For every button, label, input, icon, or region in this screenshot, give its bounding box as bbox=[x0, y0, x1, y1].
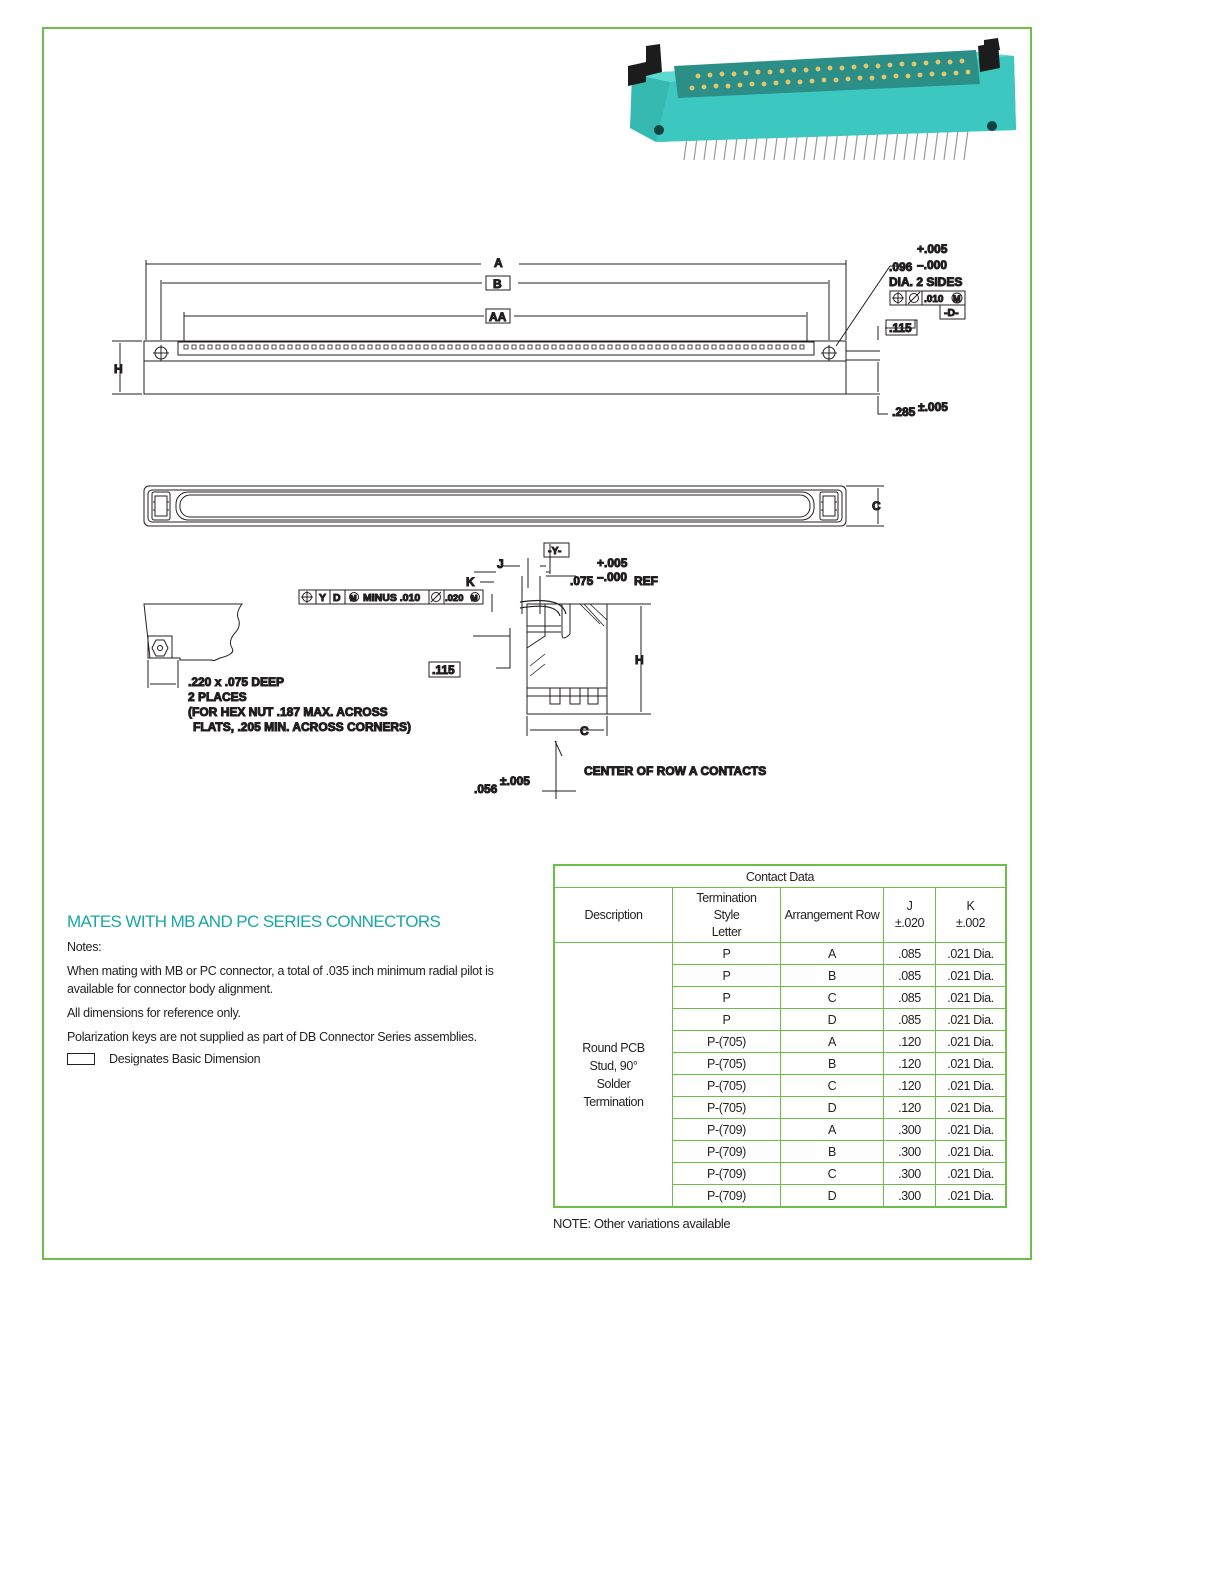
datum-d-label: -D- bbox=[944, 307, 959, 319]
dim-b-label: B bbox=[493, 277, 502, 291]
description-cell bbox=[554, 943, 673, 1208]
description-line-4: Termination bbox=[583, 1094, 644, 1109]
j-cell: .120 bbox=[884, 1053, 936, 1075]
dim-a-label: A bbox=[494, 256, 503, 270]
row-cell: D bbox=[781, 1097, 884, 1119]
table-row bbox=[554, 943, 1006, 965]
table-note: NOTE: Other variations available bbox=[553, 1216, 731, 1231]
k-cell: .021 Dia. bbox=[936, 1119, 1007, 1141]
j-cell: .085 bbox=[884, 1009, 936, 1031]
k-cell: .021 Dia. bbox=[936, 1053, 1007, 1075]
dim-c-top: C bbox=[872, 499, 881, 513]
dim-j-label: J bbox=[497, 557, 504, 571]
basic-dimension-legend bbox=[67, 1052, 537, 1066]
header-j-2: ±.020 bbox=[894, 916, 925, 930]
tol-frame-value: .010 bbox=[924, 294, 944, 305]
style-cell: P-(709) bbox=[673, 1163, 781, 1185]
style-cell: P-(709) bbox=[673, 1119, 781, 1141]
note-line-1: When mating with MB or PC connector, a total of .035 inch minimum radial pilot is available for connector body alignment. bbox=[67, 964, 494, 996]
j-cell: .085 bbox=[884, 943, 936, 965]
k-cell: .021 Dia. bbox=[936, 1185, 1007, 1208]
pos-frame-m1: M bbox=[350, 594, 357, 603]
connector-photo bbox=[626, 38, 1018, 164]
hex-note-3: (FOR HEX NUT .187 MAX. ACROSS bbox=[188, 705, 388, 719]
header-j bbox=[884, 888, 936, 943]
k-cell: .021 Dia. bbox=[936, 1163, 1007, 1185]
tol-frame-m: M bbox=[953, 294, 961, 304]
dim-115-top: .115 bbox=[889, 321, 912, 335]
table-title: Contact Data bbox=[554, 865, 1006, 888]
hex-note-4: FLATS, .205 MIN. ACROSS CORNERS) bbox=[193, 720, 412, 734]
k-cell: .021 Dia. bbox=[936, 1009, 1007, 1031]
top-view-drawing bbox=[112, 260, 915, 414]
style-cell: P-(705) bbox=[673, 1053, 781, 1075]
row-cell: A bbox=[781, 943, 884, 965]
datum-y-label: -Y- bbox=[548, 545, 562, 557]
k-cell: .021 Dia. bbox=[936, 1141, 1007, 1163]
basic-dimension-box-icon bbox=[67, 1053, 95, 1065]
notes-label: Notes: bbox=[67, 940, 102, 954]
j-cell: .300 bbox=[884, 1163, 936, 1185]
row-cell: B bbox=[781, 1053, 884, 1075]
dimension-drawings bbox=[100, 236, 1000, 806]
j-cell: .120 bbox=[884, 1097, 936, 1119]
description-line-2: Stud, 90° bbox=[589, 1058, 638, 1073]
dia-note: DIA. 2 SIDES bbox=[889, 275, 963, 289]
description-line-3: Solder bbox=[596, 1076, 631, 1091]
row-cell: D bbox=[781, 1185, 884, 1208]
j-cell: .085 bbox=[884, 965, 936, 987]
j-cell: .085 bbox=[884, 987, 936, 1009]
k-cell: .021 Dia. bbox=[936, 943, 1007, 965]
notes-heading: MATES WITH MB AND PC SERIES CONNECTORS bbox=[67, 912, 441, 931]
header-j-1: J bbox=[906, 899, 913, 913]
header-termination bbox=[673, 888, 781, 943]
header-termination-2: Style bbox=[713, 907, 740, 922]
dim-115-side: .115 bbox=[432, 663, 455, 677]
style-cell: P bbox=[673, 965, 781, 987]
note-line-2: All dimensions for reference only. bbox=[67, 1006, 241, 1020]
dia-tol-minus: –.000 bbox=[917, 258, 948, 272]
row-cell: D bbox=[781, 1009, 884, 1031]
header-arrangement: Arrangement Row bbox=[781, 888, 884, 943]
row-cell: C bbox=[781, 1163, 884, 1185]
k-cell: .021 Dia. bbox=[936, 1097, 1007, 1119]
dia-tol-plus: +.005 bbox=[917, 242, 948, 256]
style-cell: P-(709) bbox=[673, 1141, 781, 1163]
style-cell: P bbox=[673, 987, 781, 1009]
description-line-1: Round PCB bbox=[582, 1040, 645, 1055]
dim-056: .056 bbox=[474, 782, 498, 796]
legend-text: Designates Basic Dimension bbox=[109, 1052, 261, 1066]
ref-tol-plus: +.005 bbox=[597, 556, 628, 570]
contact-data-table bbox=[553, 864, 1007, 1208]
k-cell: .021 Dia. bbox=[936, 987, 1007, 1009]
j-cell: .300 bbox=[884, 1141, 936, 1163]
pos-frame-minus: MINUS .010 bbox=[363, 592, 421, 604]
pos-frame-d: D bbox=[333, 592, 341, 604]
row-cell: C bbox=[781, 987, 884, 1009]
k-cell: .021 Dia. bbox=[936, 965, 1007, 987]
style-cell: P-(709) bbox=[673, 1185, 781, 1208]
k-cell: .021 Dia. bbox=[936, 1075, 1007, 1097]
notes-section bbox=[67, 912, 537, 1066]
row-cell: B bbox=[781, 965, 884, 987]
header-description: Description bbox=[554, 888, 673, 943]
header-k-1: K bbox=[966, 899, 975, 913]
note-line-3: Polarization keys are not supplied as part of DB Connector Series assemblies. bbox=[67, 1030, 477, 1044]
connector-body bbox=[630, 50, 1016, 142]
pos-frame-y: Y bbox=[319, 592, 327, 604]
j-cell: .300 bbox=[884, 1185, 936, 1208]
style-cell: P-(705) bbox=[673, 1031, 781, 1053]
header-k-2: ±.002 bbox=[955, 916, 986, 930]
hex-note-2: 2 PLACES bbox=[188, 690, 247, 704]
style-cell: P-(705) bbox=[673, 1097, 781, 1119]
pos-frame-value: .020 bbox=[445, 593, 464, 604]
ref-label: REF bbox=[634, 574, 658, 588]
dim-c-side: C bbox=[580, 724, 589, 738]
style-cell: P-(705) bbox=[673, 1075, 781, 1097]
bottom-view-drawing bbox=[144, 486, 884, 526]
row-cell: C bbox=[781, 1075, 884, 1097]
dim-285-tol: ±.005 bbox=[918, 400, 948, 414]
j-cell: .300 bbox=[884, 1119, 936, 1141]
hex-note-1: .220 x .075 DEEP bbox=[188, 675, 285, 689]
dia-value: .096 bbox=[889, 260, 913, 274]
style-cell: P bbox=[673, 943, 781, 965]
ref-value: .075 bbox=[570, 574, 594, 588]
pos-frame-m2: M bbox=[471, 594, 478, 603]
dim-aa-label: AA bbox=[489, 310, 507, 324]
dim-h-label: H bbox=[114, 362, 123, 376]
j-cell: .120 bbox=[884, 1031, 936, 1053]
dim-285: .285 bbox=[892, 405, 916, 419]
j-cell: .120 bbox=[884, 1075, 936, 1097]
row-cell: A bbox=[781, 1031, 884, 1053]
row-cell: A bbox=[781, 1119, 884, 1141]
header-termination-3: Letter bbox=[711, 924, 742, 939]
dim-056-tol: ±.005 bbox=[500, 774, 530, 788]
row-cell: B bbox=[781, 1141, 884, 1163]
center-note: CENTER OF ROW A CONTACTS bbox=[584, 764, 767, 778]
ref-tol-minus: –.000 bbox=[597, 570, 628, 584]
k-cell: .021 Dia. bbox=[936, 1031, 1007, 1053]
dim-h-side: H bbox=[635, 653, 644, 667]
header-k bbox=[936, 888, 1007, 943]
header-termination-1: Termination bbox=[696, 890, 757, 905]
dim-k-label: K bbox=[466, 575, 475, 589]
style-cell: P bbox=[673, 1009, 781, 1031]
